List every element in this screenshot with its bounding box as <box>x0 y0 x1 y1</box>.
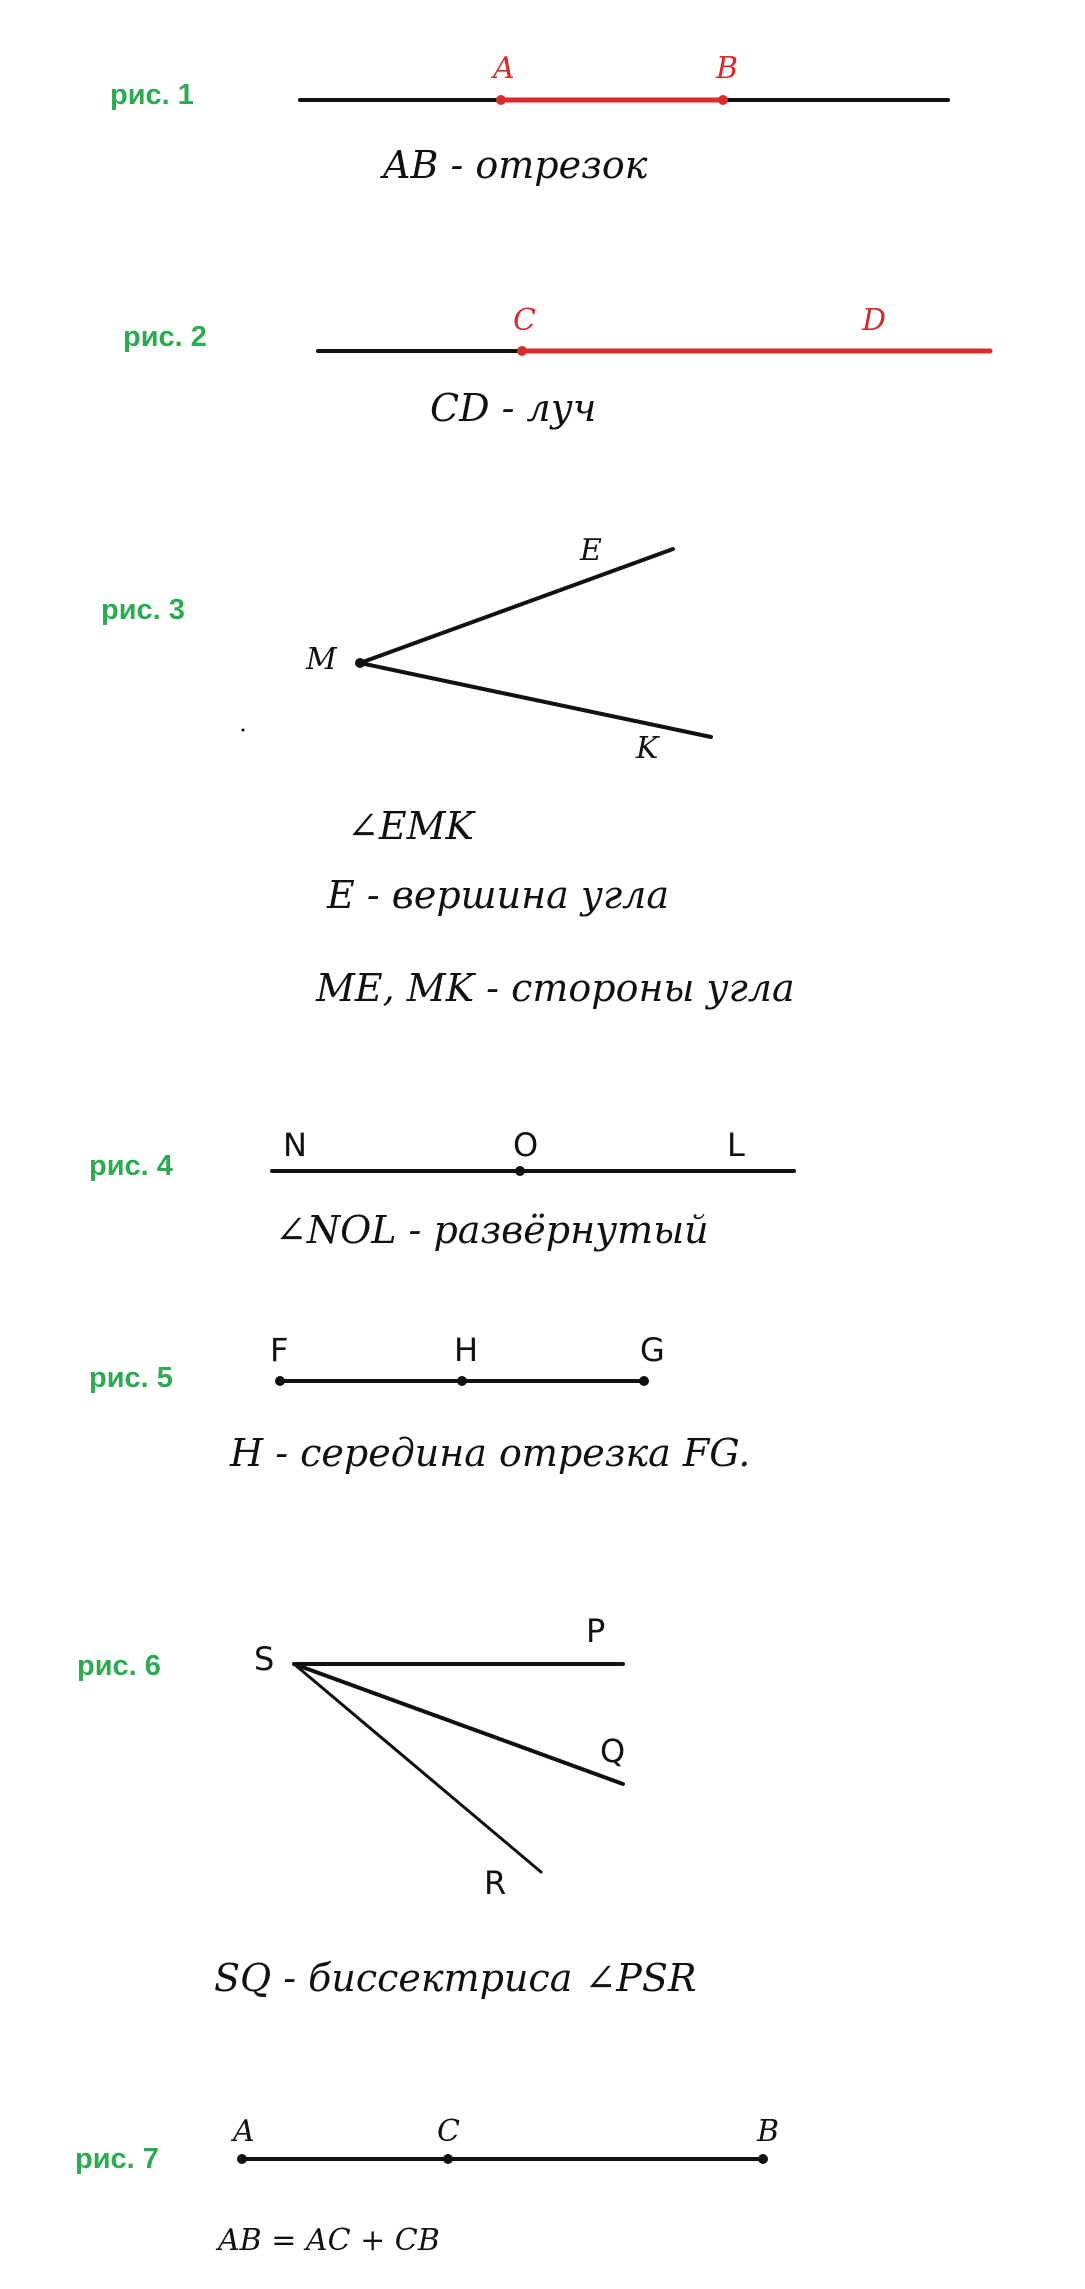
figure-4-label: рис. 4 <box>89 1150 173 1182</box>
figure-5-label: рис. 5 <box>89 1362 173 1394</box>
point-p-label: P <box>586 1612 606 1650</box>
vertex-m-dot <box>355 658 365 668</box>
figure-3-label: рис. 3 <box>101 594 185 626</box>
ray-sq <box>294 1664 626 1784</box>
figure-3-caption-angle: ∠EMK <box>347 804 474 848</box>
figure-6-caption: SQ - биссектриса ∠PSR <box>214 1956 697 2000</box>
point-f-dot <box>275 1376 285 1386</box>
point-h-label: H <box>454 1331 479 1369</box>
figure-2-label: рис. 2 <box>123 321 207 353</box>
figure-3 <box>101 533 795 1010</box>
ray-sr <box>294 1664 541 1872</box>
figure-3-caption-sides: ME, MK - стороны угла <box>316 966 795 1010</box>
point-r-label: R <box>484 1864 507 1902</box>
point-n-label: N <box>283 1126 307 1164</box>
figure-1 <box>110 51 948 187</box>
figure-4-caption: ∠NOL - развёрнутый <box>275 1208 709 1252</box>
point-e-label: E <box>580 533 602 568</box>
point-k-label: K <box>636 731 659 766</box>
point-d-label: D <box>862 303 887 338</box>
point-o-dot <box>515 1166 525 1176</box>
point-g-label: G <box>640 1331 665 1369</box>
point-a-label: A <box>493 51 515 86</box>
point-l-label: L <box>727 1126 745 1164</box>
figure-2 <box>123 303 990 430</box>
stray-mark <box>242 729 245 732</box>
figure-3-caption-vertex: E - вершина угла <box>327 873 669 917</box>
figure-2-caption: CD - луч <box>430 386 597 430</box>
point-g-dot <box>639 1376 649 1386</box>
point-c-label: C <box>513 303 536 338</box>
point-o-label: O <box>513 1126 539 1164</box>
point-c7-label: C <box>437 2114 460 2149</box>
point-a7-label: A <box>233 2114 255 2149</box>
point-s-label: S <box>254 1640 275 1678</box>
point-b-label: B <box>716 51 739 86</box>
point-c-dot <box>517 346 527 356</box>
point-a-dot <box>496 95 506 105</box>
figure-6-label: рис. 6 <box>77 1650 161 1682</box>
point-h-dot <box>457 1376 467 1386</box>
figure-7 <box>75 2114 779 2258</box>
point-c7-dot <box>443 2154 453 2164</box>
point-m-label: M <box>306 642 337 677</box>
point-a7-dot <box>237 2154 247 2164</box>
point-b7-label: B <box>757 2114 780 2149</box>
figure-7-label: рис. 7 <box>75 2143 159 2175</box>
point-b7-dot <box>758 2154 768 2164</box>
point-b-dot <box>718 95 728 105</box>
figure-7-caption: AB = AC + CB <box>218 2223 440 2258</box>
figure-1-label: рис. 1 <box>110 79 194 111</box>
figure-5-caption: H - середина отрезка FG. <box>230 1431 751 1475</box>
side-me <box>360 549 673 663</box>
point-q-label: Q <box>600 1732 626 1770</box>
figure-6 <box>77 1612 697 2000</box>
figure-1-caption: AB - отрезок <box>383 143 648 187</box>
figure-4 <box>89 1126 794 1252</box>
point-f-label: F <box>270 1331 289 1369</box>
figure-5 <box>89 1331 750 1475</box>
side-mk <box>360 663 711 737</box>
